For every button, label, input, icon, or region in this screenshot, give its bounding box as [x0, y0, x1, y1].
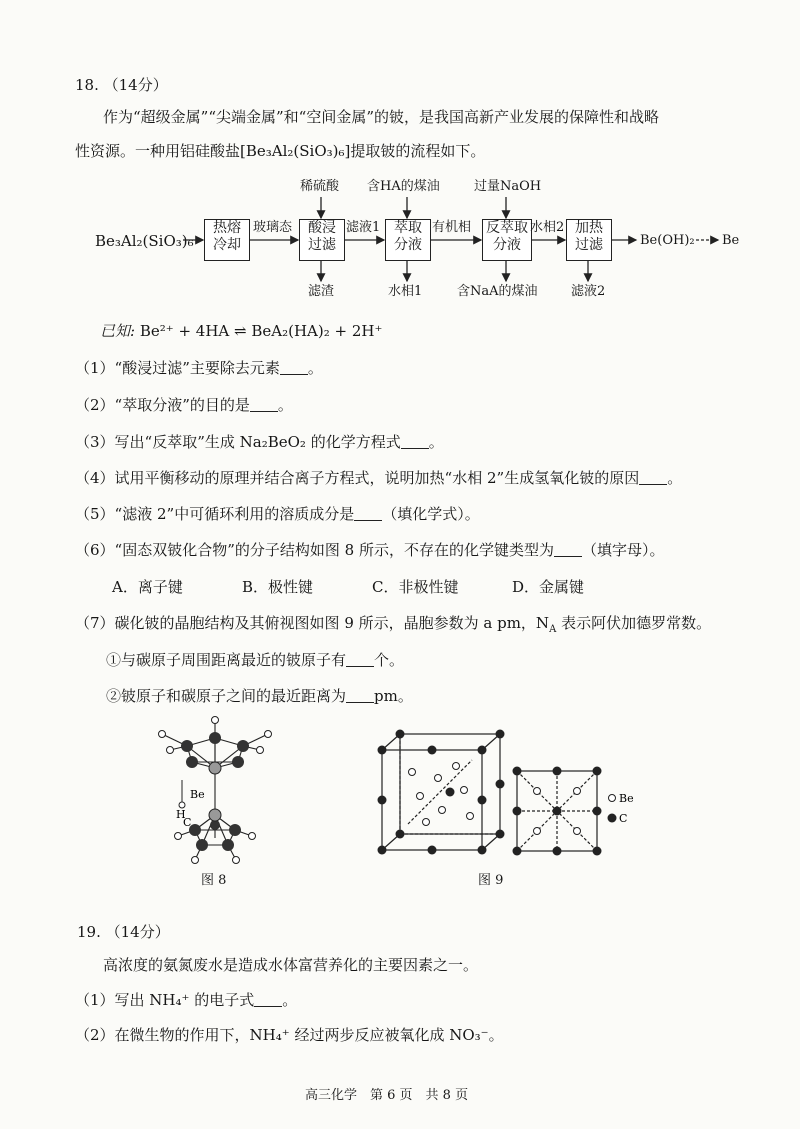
fig9-legend-be: Be	[619, 792, 634, 805]
step-extraction: 萃取 分液	[385, 219, 431, 261]
step-back-extraction: 反萃取 分液	[482, 219, 532, 261]
q18-sub4: （4）试用平衡移动的原理并结合离子方程式，说明加热“水相 2”生成氢氧化铍的原因 。	[75, 469, 683, 487]
figure-8-caption: 图 8	[201, 873, 227, 888]
figure-8-molecule	[140, 710, 290, 875]
q18-sub2: （2）“萃取分液”的目的是 。	[75, 396, 293, 414]
step-heat-filter: 加热 过滤	[566, 219, 612, 261]
q18-sub6: （6）“固态双铍化合物”的分子结构如图 8 所示，不存在的化学键类型为 （填字母）。	[75, 541, 665, 559]
output-naa-kerosene: 含NaA的煤油	[457, 284, 538, 299]
q18-intro-line2: 性资源。一种用铝硅酸盐[Be₃Al₂(SiO₃)₆]提取铍的流程如下。	[75, 142, 486, 160]
fig9-legend-c: C	[619, 812, 628, 825]
figure-9-caption: 图 9	[478, 873, 504, 888]
arrow-label-aqueous2: 水相2	[530, 220, 565, 235]
flow-product: Be(OH)₂	[640, 233, 695, 248]
option-a: A．离子键	[112, 578, 183, 596]
output-aqueous1: 水相1	[388, 284, 423, 299]
q18-sub3: （3）写出“反萃取”生成 Na₂BeO₂ 的化学方程式 。	[75, 433, 444, 451]
flow-final: Be	[722, 233, 740, 248]
page-footer: 高三化学 第 6 页 共 8 页	[305, 1088, 469, 1103]
arrow-label-glass: 玻璃态	[253, 220, 293, 235]
q18-sub7: （7）碳化铍的晶胞结构及其俯视图如图 9 所示，晶胞参数为 a pm，$N_A$ 表示阿伏加德罗常数。	[75, 614, 712, 635]
q19-sub2: （2）在微生物的作用下，NH₄⁺ 经过两步反应被氧化成 NO₃⁻。	[75, 1026, 504, 1044]
q18-intro-line1: 作为“超级金属”“尖端金属”和“空间金属”的铍，是我国高新产业发展的保障性和战略	[103, 108, 660, 126]
option-b: B．极性键	[242, 578, 314, 596]
reagent-ha-kerosene: 含HA的煤油	[367, 179, 440, 194]
arrow-label-organic: 有机相	[432, 220, 472, 235]
output-residue: 滤渣	[308, 284, 335, 299]
fig8-label-be: Be	[190, 788, 205, 801]
step-melt-cool: 热熔 冷却	[204, 219, 250, 261]
q18-sub1: （1）“酸浸过滤”主要除去元素 。	[75, 359, 323, 377]
arrow-label-filtrate1: 滤液1	[346, 220, 381, 235]
reagent-naoh: 过量NaOH	[474, 179, 542, 194]
flow-start: Be₃Al₂(SiO₃)₆	[95, 232, 194, 250]
flow-arrows	[0, 0, 800, 320]
fig8-label-c: C	[183, 816, 192, 829]
q18-sub5: （5）“滤液 2”中可循环利用的溶质成分是 （填化学式）。	[75, 505, 480, 523]
reagent-dilute-sulfuric: 稀硫酸	[300, 179, 340, 194]
step-acid-leach: 酸浸 过滤	[299, 219, 345, 261]
q19-intro: 高浓度的氨氮废水是造成水体富营养化的主要因素之一。	[103, 956, 479, 974]
output-filtrate2: 滤液2	[571, 284, 606, 299]
q18-number: 18. （14分）	[75, 76, 168, 94]
fig8-label-h: H	[176, 808, 186, 821]
option-d: D．金属键	[512, 578, 585, 596]
known-equation: 已知: Be²⁺ + 4HA ⇌ BeA₂(HA)₂ + 2H⁺	[100, 322, 383, 340]
q18-sub7-2: ②铍原子和碳原子之间的最近距离为 pm。	[106, 687, 413, 705]
option-c: C．非极性键	[372, 578, 459, 596]
figure-9-unit-cell	[360, 726, 634, 861]
q19-sub1: （1）写出 NH₄⁺ 的电子式 。	[75, 991, 298, 1009]
q18-sub7-1: ①与碳原子周围距离最近的铍原子有 个。	[106, 651, 405, 669]
q19-number: 19. （14分）	[77, 923, 170, 941]
